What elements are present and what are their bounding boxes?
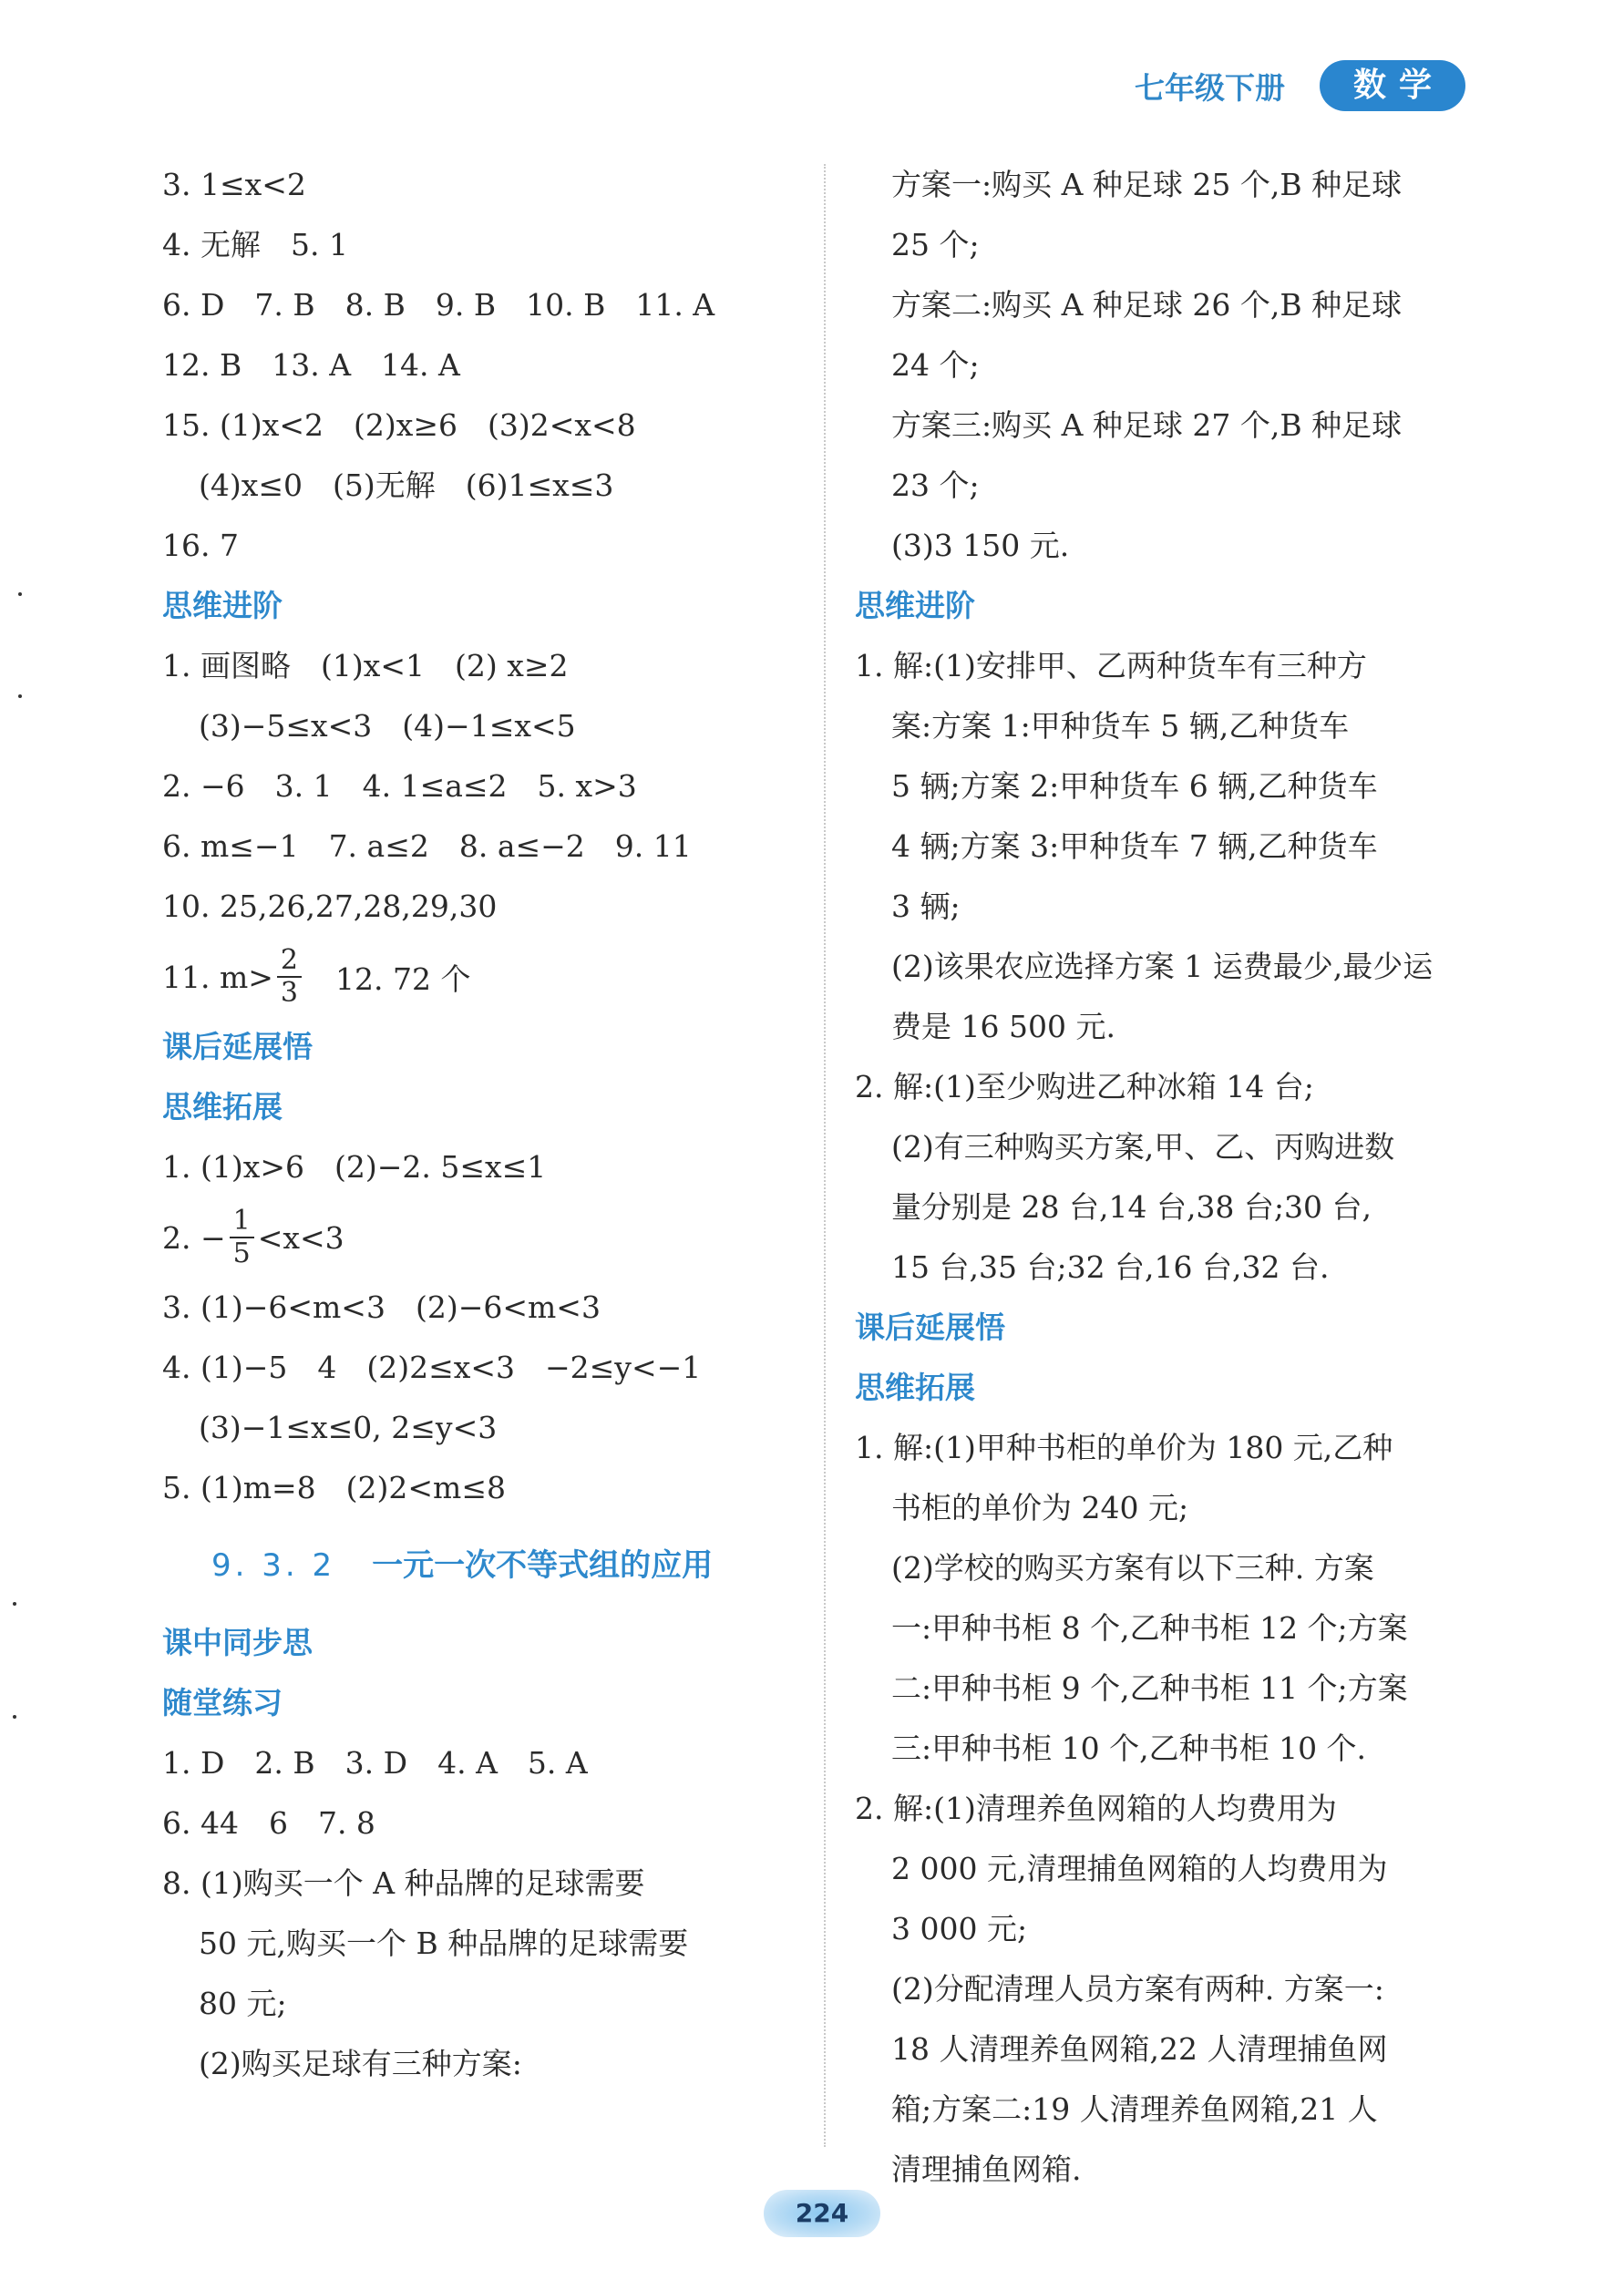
answer-line: 量分别是 28 台,14 台,38 台;30 台, bbox=[891, 1189, 1372, 1225]
answer-line: 二:甲种书柜 9 个,乙种书柜 11 个;方案 bbox=[891, 1670, 1408, 1706]
answer-line: 2. 解:(1)清理养鱼网箱的人均费用为 bbox=[855, 1791, 1337, 1826]
answer-line: 24 个; bbox=[891, 347, 980, 383]
margin-dot bbox=[13, 1715, 16, 1719]
answer-line: 3 000 元; bbox=[891, 1911, 1028, 1946]
answer-line: 10. 25,26,27,28,29,30 bbox=[162, 888, 498, 924]
answer-line: 方案三:购买 A 种足球 27 个,B 种足球 bbox=[891, 407, 1403, 443]
fraction-suffix: 12. 72 个 bbox=[305, 960, 471, 997]
fraction-numerator: 2 bbox=[277, 945, 302, 978]
answer-line: 案:方案 1:甲种货车 5 辆,乙种货车 bbox=[891, 708, 1350, 744]
answer-line: 50 元,购买一个 B 种品牌的足球需要 bbox=[199, 1926, 689, 1961]
fraction-denominator: 5 bbox=[232, 1238, 251, 1269]
section-heading: 思维进阶 bbox=[162, 588, 283, 623]
section-heading: 思维拓展 bbox=[855, 1370, 975, 1405]
answer-line: 80 元; bbox=[199, 1986, 287, 2021]
margin-dot bbox=[13, 1602, 16, 1606]
answer-line: 5 辆;方案 2:甲种货车 6 辆,乙种货车 bbox=[891, 768, 1378, 804]
fraction bbox=[277, 945, 302, 1009]
answer-line: 2. 解:(1)至少购进乙种冰箱 14 台; bbox=[855, 1069, 1314, 1104]
section-heading: 思维拓展 bbox=[162, 1089, 283, 1125]
answer-line: 4 辆;方案 3:甲种货车 7 辆,乙种货车 bbox=[891, 828, 1378, 864]
answer-line: 费是 16 500 元. bbox=[891, 1009, 1115, 1044]
fraction-numerator: 1 bbox=[230, 1206, 254, 1238]
answer-line: 3 辆; bbox=[891, 888, 961, 924]
answer-line: 1. 解:(1)甲种书柜的单价为 180 元,乙种 bbox=[855, 1430, 1393, 1465]
answer-line: 1. (1)x>6 (2)−2. 5≤x≤1 bbox=[162, 1149, 547, 1185]
answer-line: 箱;方案二:19 人清理养鱼网箱,21 人 bbox=[891, 2091, 1378, 2127]
answer-line: 三:甲种书柜 10 个,乙种书柜 10 个. bbox=[891, 1731, 1367, 1766]
answer-line: 3. 1≤x<2 bbox=[162, 167, 306, 202]
answer-line: (3)−1≤x≤0, 2≤y<3 bbox=[199, 1410, 498, 1445]
answer-line-fraction bbox=[162, 1197, 800, 1278]
answer-line: 18 人清理养鱼网箱,22 人清理捕鱼网 bbox=[891, 2031, 1388, 2067]
answer-line: 书柜的单价为 240 元; bbox=[891, 1490, 1189, 1525]
answer-line: 2 000 元,清理捕鱼网箱的人均费用为 bbox=[891, 1851, 1388, 1886]
answer-line: (2)购买足球有三种方案: bbox=[199, 2046, 522, 2081]
margin-dot bbox=[18, 592, 22, 596]
answer-line: (2)分配清理人员方案有两种. 方案一: bbox=[891, 1971, 1384, 2007]
section-heading: 课后延展悟 bbox=[162, 1029, 313, 1064]
header-grade: 七年级下册 bbox=[1135, 70, 1285, 106]
page-number: 224 bbox=[764, 2190, 880, 2237]
answer-line: (2)学校的购买方案有以下三种. 方案 bbox=[891, 1550, 1374, 1586]
answer-line: 清理捕鱼网箱. bbox=[891, 2152, 1082, 2187]
answer-line: 1. 解:(1)安排甲、乙两种货车有三种方 bbox=[855, 648, 1367, 683]
answer-line: 2. −6 3. 1 4. 1≤a≤2 5. x>3 bbox=[162, 768, 637, 804]
right-column bbox=[855, 155, 1493, 2200]
left-column bbox=[162, 155, 800, 2094]
answer-line: (2)该果农应选择方案 1 运费最少,最少运 bbox=[891, 949, 1434, 984]
answer-line: 方案二:购买 A 种足球 26 个,B 种足球 bbox=[891, 287, 1403, 323]
answer-line: 16. 7 bbox=[162, 528, 239, 563]
section-heading: 课后延展悟 bbox=[855, 1309, 1005, 1345]
answer-line: 6. D 7. B 8. B 9. B 10. B 11. A bbox=[162, 287, 715, 323]
subsection-name: 一元一次不等式组的应用 bbox=[372, 1547, 714, 1584]
answer-line: (4)x≤0 (5)无解 (6)1≤x≤3 bbox=[199, 467, 614, 503]
answer-line: 4. (1)−5 4 (2)2≤x<3 −2≤y<−1 bbox=[162, 1350, 702, 1385]
fraction-suffix: <x<3 bbox=[257, 1219, 344, 1256]
answer-line: 一:甲种书柜 8 个,乙种书柜 12 个;方案 bbox=[891, 1610, 1408, 1646]
subsection-title bbox=[162, 1518, 800, 1613]
answer-line: 6. m≤−1 7. a≤2 8. a≤−2 9. 11 bbox=[162, 828, 692, 864]
answer-line: 4. 无解 5. 1 bbox=[162, 227, 348, 262]
answer-line: 1. 画图略 (1)x<1 (2) x≥2 bbox=[162, 648, 569, 683]
section-heading: 随堂练习 bbox=[162, 1685, 283, 1720]
answer-line: 8. (1)购买一个 A 种品牌的足球需要 bbox=[162, 1865, 645, 1901]
fraction bbox=[230, 1206, 254, 1269]
answer-line-fraction bbox=[162, 937, 800, 1017]
answer-line: (2)有三种购买方案,甲、乙、丙购进数 bbox=[891, 1129, 1395, 1165]
subsection-number: 9. 3. 2 bbox=[211, 1547, 336, 1584]
answer-line: 6. 44 6 7. 8 bbox=[162, 1805, 375, 1841]
answer-line: 3. (1)−6<m<3 (2)−6<m<3 bbox=[162, 1289, 601, 1325]
answer-line: 5. (1)m=8 (2)2<m≤8 bbox=[162, 1470, 506, 1505]
section-heading: 课中同步思 bbox=[162, 1625, 313, 1660]
answer-line: (3)3 150 元. bbox=[891, 528, 1070, 563]
fraction-denominator: 3 bbox=[280, 977, 299, 1009]
answer-line: 12. B 13. A 14. A bbox=[162, 347, 460, 383]
header-subject-badge: 数学 bbox=[1320, 60, 1465, 111]
column-divider bbox=[824, 164, 826, 2147]
answer-line: 15. (1)x<2 (2)x≥6 (3)2<x<8 bbox=[162, 407, 636, 443]
section-heading: 思维进阶 bbox=[855, 588, 975, 623]
margin-dot bbox=[18, 694, 22, 698]
fraction-prefix: 2. − bbox=[162, 1219, 226, 1256]
answer-line: 15 台,35 台;32 台,16 台,32 台. bbox=[891, 1249, 1330, 1285]
answer-line: 方案一:购买 A 种足球 25 个,B 种足球 bbox=[891, 167, 1403, 202]
fraction-prefix: 11. m> bbox=[162, 959, 273, 995]
answer-line: 1. D 2. B 3. D 4. A 5. A bbox=[162, 1745, 588, 1781]
answer-line: 23 个; bbox=[891, 467, 980, 503]
answer-line: (3)−5≤x<3 (4)−1≤x<5 bbox=[199, 708, 576, 744]
answer-line: 25 个; bbox=[891, 227, 980, 262]
